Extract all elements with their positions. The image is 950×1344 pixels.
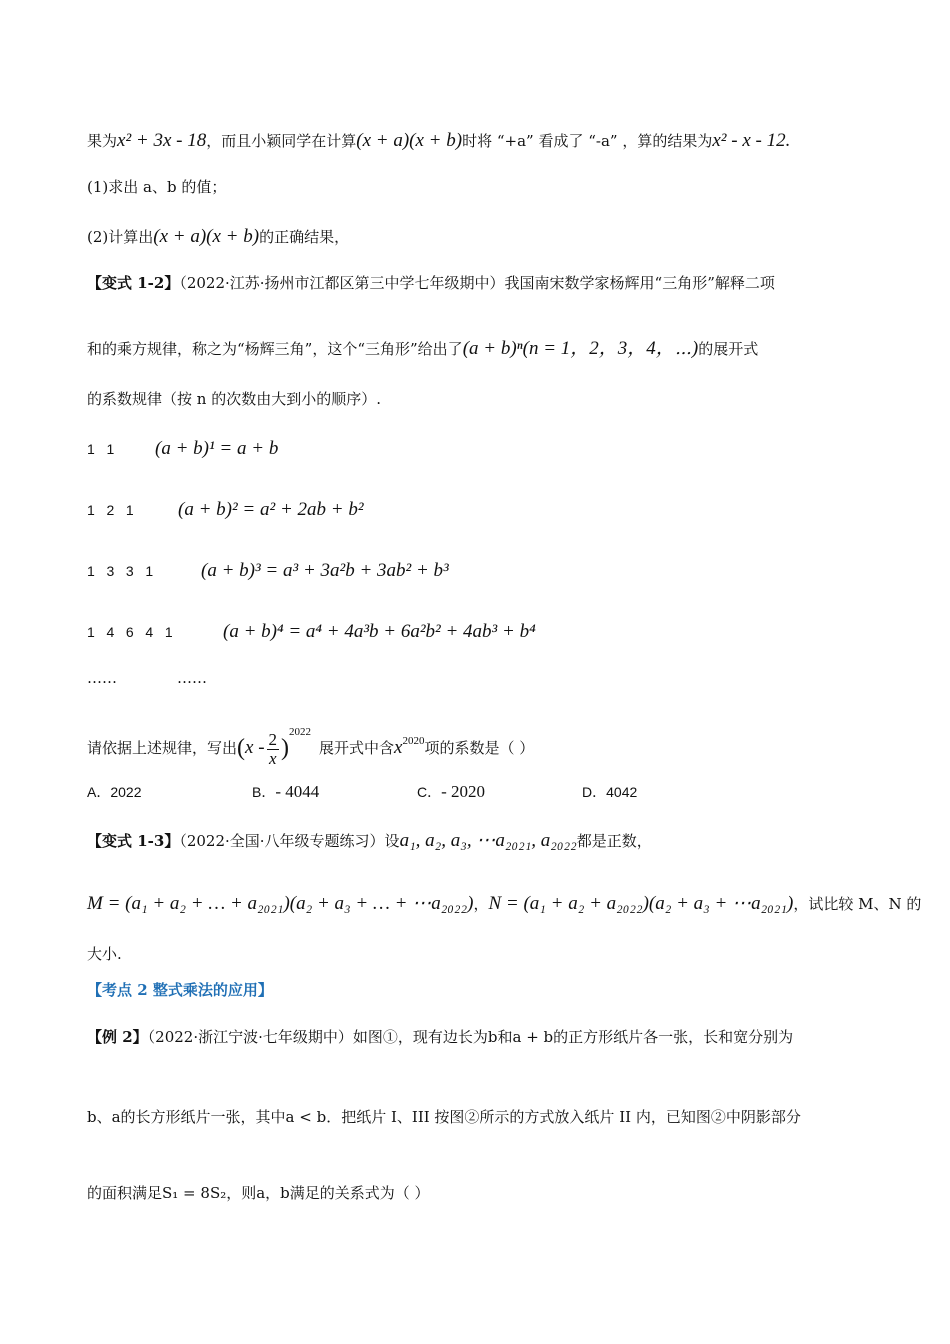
text: 项的系数是（ ） [424,739,535,757]
text: 和的乘方规律，称之为“杨辉三角”，这个“三角形”给出了 [87,340,463,358]
coefficients: 1 1 [87,441,115,457]
example-2-line3: 的面积满足S₁ = 8S₂，则a，b满足的关系式为（ ） [87,1184,430,1202]
section-heading: 【考点 2 整式乘法的应用】 [87,981,273,999]
source: （2022·全国·八年级专题练习） [179,832,385,850]
coefficients: 1 3 3 1 [87,563,154,579]
variant-tag: 【变式 1-3】 [87,832,180,850]
pascal-row-3 [87,560,449,582]
variant-1-2-question [87,712,534,768]
fraction-denominator: x [269,748,277,768]
math-expr: (x + a)(x + b) [356,130,463,151]
coefficients: 1 4 6 4 1 [87,624,173,640]
text: 的展开式 [698,340,759,358]
text: ，试比较 M、N 的 [793,895,922,913]
choice-b[interactable] [252,782,319,802]
term-exponent: 2020 [402,735,425,747]
ellipsis-right: …… [177,669,207,687]
question-2 [87,226,349,248]
math-expr: (x + a)(x + b) [153,226,260,247]
text: 如图①，现有边长为b和a + b的正方形纸片各一张，长和宽分别为 [352,1028,794,1046]
choice-label: C． [417,784,442,800]
text: 设 [384,832,400,850]
text: 都是正数， [576,832,652,850]
pascal-row-2 [87,499,364,521]
ellipsis-left: …… [87,669,117,687]
math-expr: x² - x - 12. [712,130,791,151]
pascal-row-1 [87,438,278,460]
paren-close: ) [281,735,290,761]
expansion: (a + b)² = a² + 2ab + b² [178,499,364,520]
ellipsis-row [87,667,207,689]
choice-value: 4042 [606,784,638,800]
question-1: (1)求出 a、b 的值； [87,178,227,196]
expansion: (a + b)³ = a³ + 3a²b + 3ab² + b³ [201,560,449,581]
text: 请依据上述规律，写出 [87,739,238,757]
variant-1-2-header [87,272,775,294]
paren-open: ( [237,735,246,761]
choice-d[interactable] [582,782,637,802]
fraction-numerator: 2 [268,729,278,749]
variant-1-3-header [87,830,652,852]
variant-1-2-line3: 的系数规律（按 n 的次数由大到小的顺序）. [87,390,381,408]
variant-1-3-definitions [87,893,921,915]
problem1-result-line [87,130,790,152]
math-expr: x - [245,737,265,758]
choice-label: A． [87,784,111,800]
coefficients: 1 2 1 [87,502,134,518]
pascal-row-4 [87,621,536,643]
M-expression: M = (a₁ + a₂ + … + a₂₀₂₁)(a₂ + a₃ + … + ⋯a₂₀₂₂) [87,893,474,914]
math-expr: x² + 3x - 18 [117,130,207,151]
choice-a[interactable] [87,782,142,802]
choice-value: - 4044 [275,782,320,801]
exponent: 2022 [289,726,312,738]
choice-c[interactable] [417,782,485,802]
math-expr: a₁, a₂, a₃, ⋯a₂₀₂₁, a₂₀₂₂ [399,830,577,851]
choice-value: 2022 [110,784,142,800]
math-term: x [394,737,403,758]
choice-label: B． [252,784,276,800]
example-tag: 【例 2】 [87,1028,148,1046]
text: 展开式中含 [319,739,395,757]
variant-1-3-end: 大小. [87,945,122,963]
math-expr: (a + b)ⁿ(n = 1，2，3，4，⋯) [462,338,699,359]
fraction [267,731,280,768]
variant-tag: 【变式 1-2】 [87,274,180,292]
text: (2)计算出 [87,228,154,246]
expansion: (a + b)⁴ = a⁴ + 4a³b + 6a²b² + 4ab³ + b⁴ [223,621,536,642]
text: 果为 [87,132,118,150]
example-2-line2: b、a的长方形纸片一张，其中a < b．把纸片 I、III 按图②所示的方式放入纸片 II 内，已知图②中阴影部分 [87,1108,801,1126]
N-expression: N = (a₁ + a₂ + a₂₀₂₂)(a₂ + a₃ + ⋯a₂₀₂₁) [488,893,794,914]
text: 的正确结果， [259,228,350,246]
expansion: (a + b)¹ = a + b [155,438,279,459]
choice-label: D． [582,784,607,800]
variant-1-2-line2 [87,338,758,360]
text: ，而且小颖同学在计算 [206,132,357,150]
source: （2022·浙江宁波·七年级期中） [147,1028,353,1046]
text: 我国南宋数学家杨辉用“三角形”解释二项 [504,274,775,292]
text: 时将 “+a” 看成了 “-a” ，算的结果为 [462,132,713,150]
choice-value: - 2020 [441,782,486,801]
separator: ， [473,895,489,913]
source: （2022·江苏·扬州市江都区第三中学七年级期中） [179,274,505,292]
example-2-line1 [87,1026,793,1048]
